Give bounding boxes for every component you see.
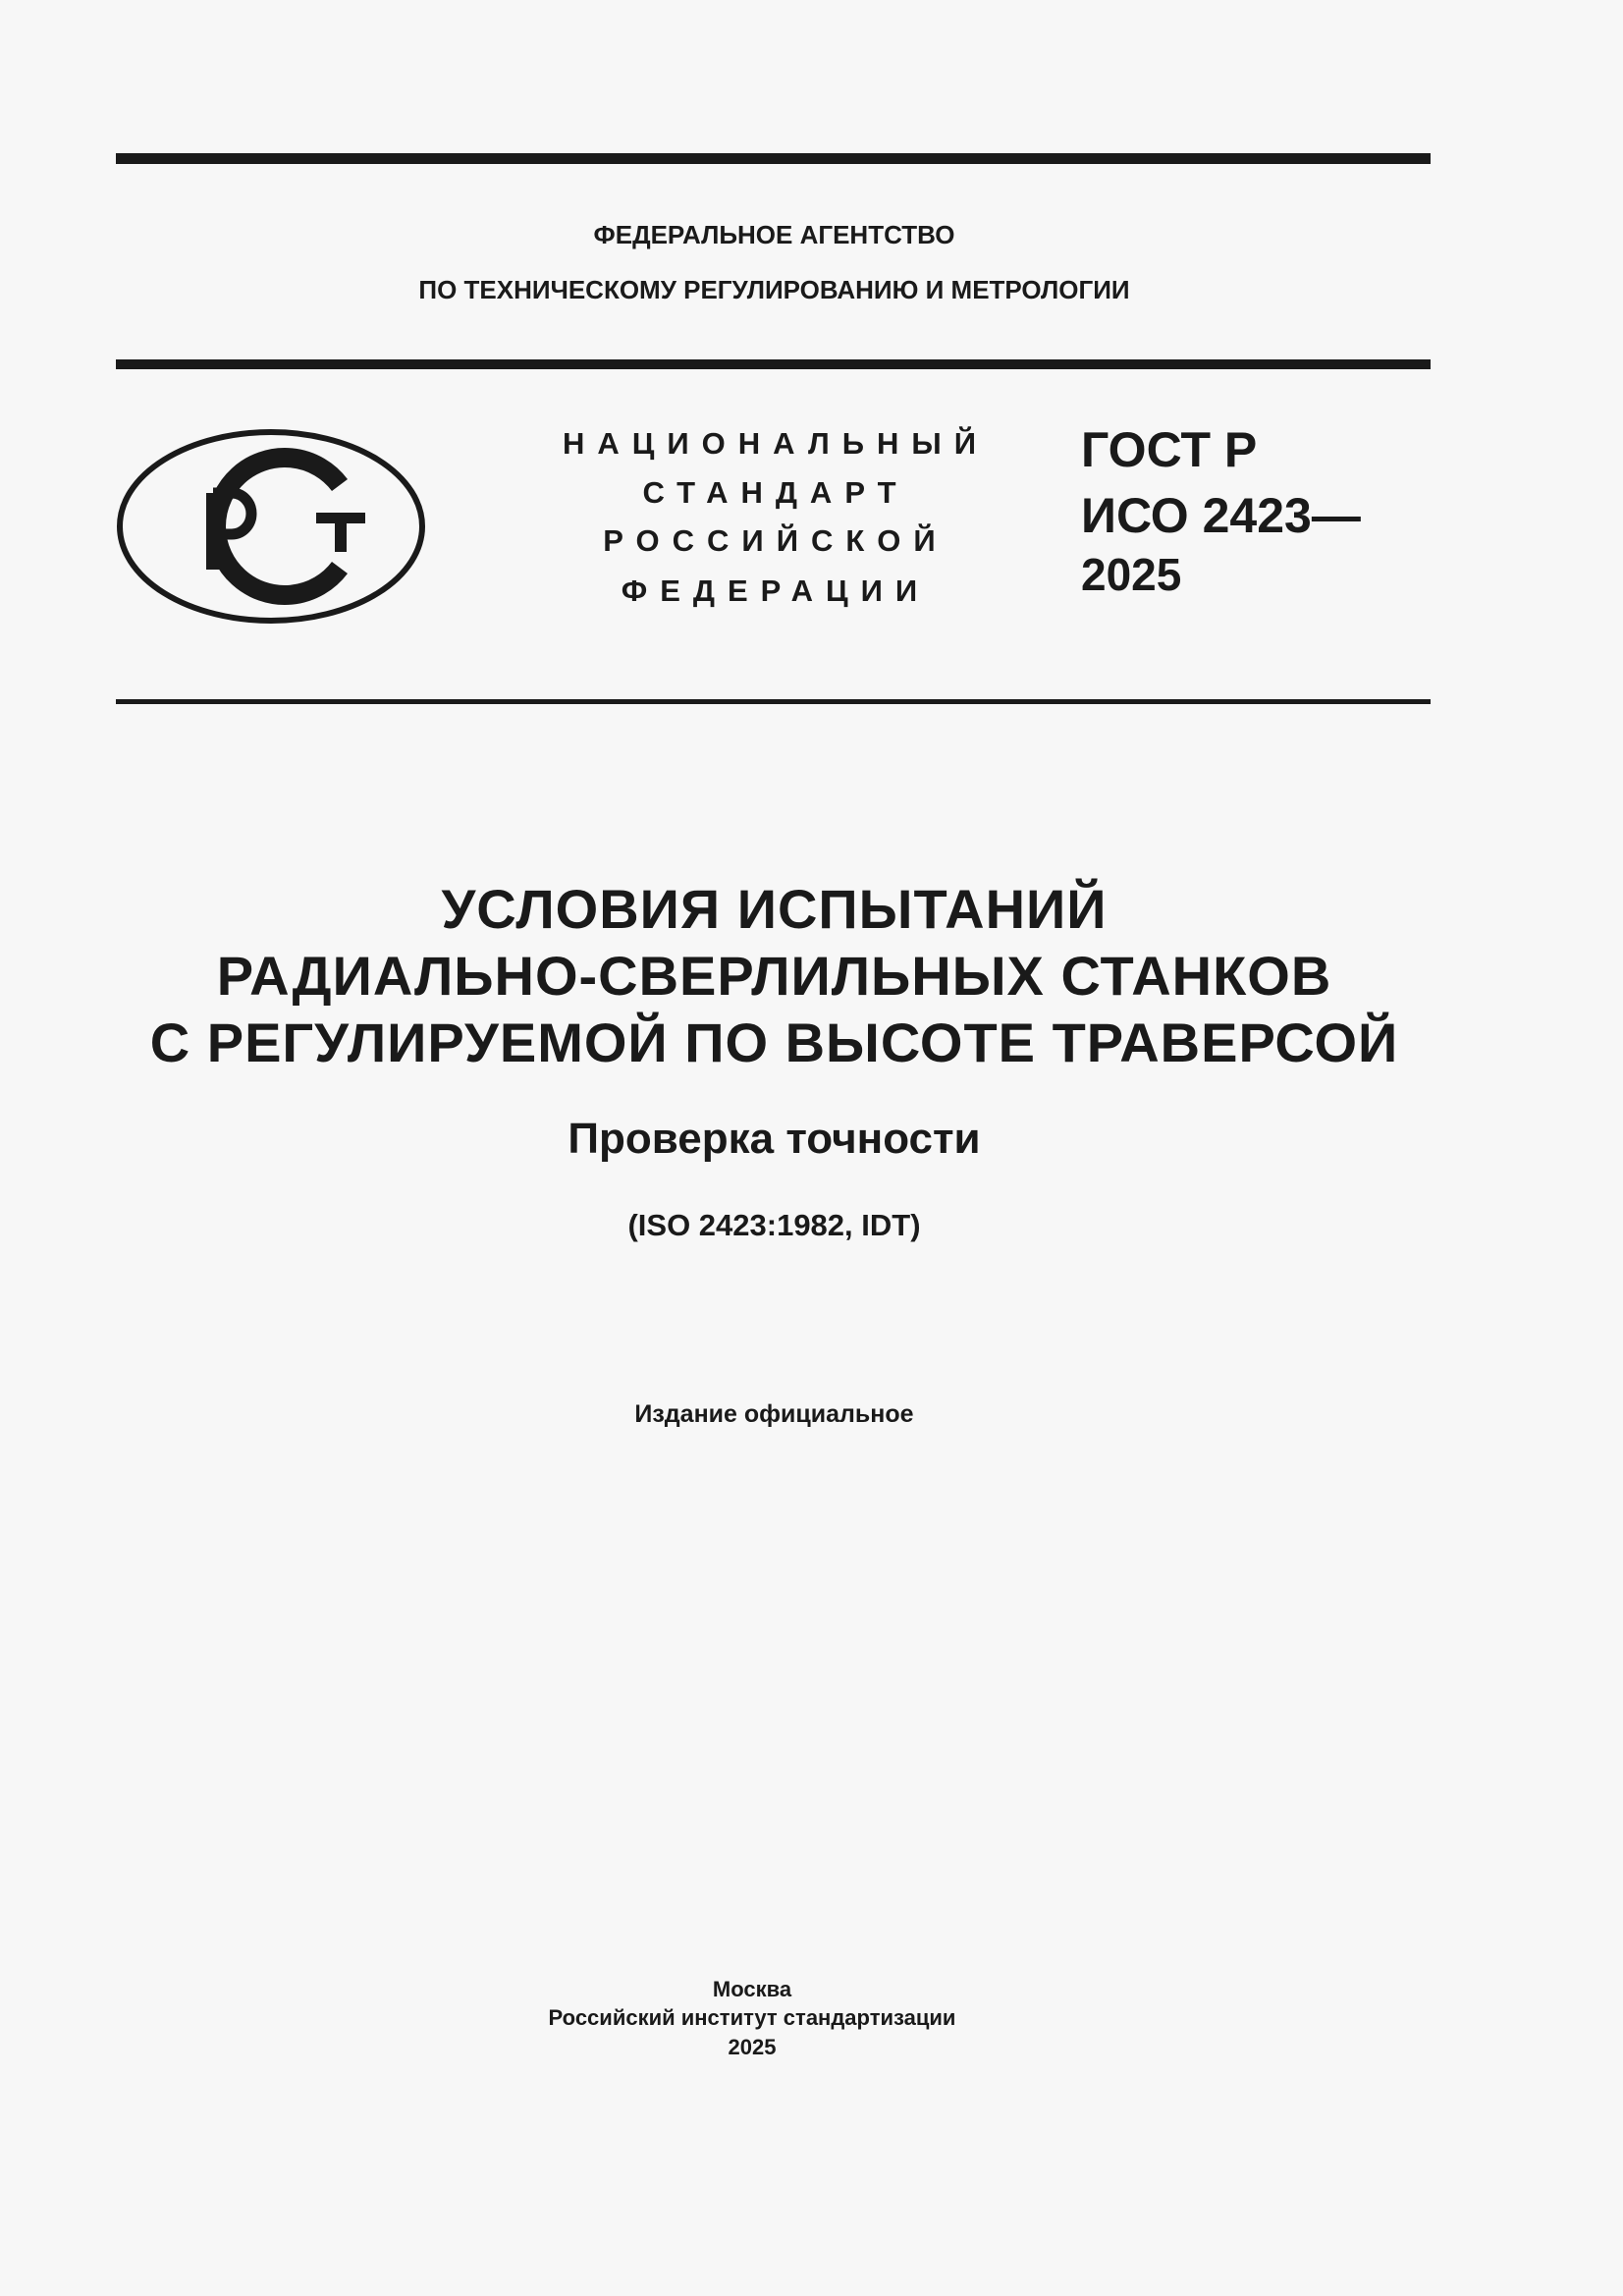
designation-year: 2025 bbox=[1081, 549, 1182, 600]
top-rule bbox=[116, 153, 1431, 164]
iso-reference: (ISO 2423:1982, IDT) bbox=[627, 1208, 921, 1242]
title-line-3: С РЕГУЛИРУЕМОЙ ПО ВЫСОТЕ ТРАВЕРСОЙ bbox=[149, 1011, 1399, 1073]
agency-line-2: ПО ТЕХНИЧЕСКОМУ РЕГУЛИРОВАНИЮ И МЕТРОЛОГИИ bbox=[418, 275, 1130, 304]
title-line-1: УСЛОВИЯ ИСПЫТАНИЙ bbox=[441, 878, 1108, 940]
national-standard-line-2: СТАНДАРТ bbox=[642, 475, 909, 510]
imprint-city: Москва bbox=[712, 1977, 792, 2001]
designation-line-2: ИСО 2423— bbox=[1081, 488, 1361, 543]
designation-line-1: ГОСТ Р bbox=[1081, 422, 1258, 477]
bottom-rule bbox=[116, 699, 1431, 704]
middle-rule bbox=[116, 359, 1431, 369]
national-standard-line-4: ФЕДЕРАЦИИ bbox=[621, 574, 931, 608]
imprint-publisher: Российский институт стандартизации bbox=[548, 2005, 956, 2030]
imprint-year: 2025 bbox=[728, 2035, 777, 2059]
national-standard-line-1: НАЦИОНАЛЬНЫЙ bbox=[562, 426, 990, 461]
title-line-2: РАДИАЛЬНО-СВЕРЛИЛЬНЫХ СТАНКОВ bbox=[216, 945, 1332, 1007]
subtitle: Проверка точности bbox=[568, 1115, 981, 1163]
rst-emblem-icon bbox=[116, 428, 426, 625]
national-standard-line-3: РОССИЙСКОЙ bbox=[603, 523, 948, 558]
edition-note: Издание официальное bbox=[634, 1400, 914, 1428]
agency-line-1: ФЕДЕРАЛЬНОЕ АГЕНТСТВО bbox=[593, 220, 955, 249]
